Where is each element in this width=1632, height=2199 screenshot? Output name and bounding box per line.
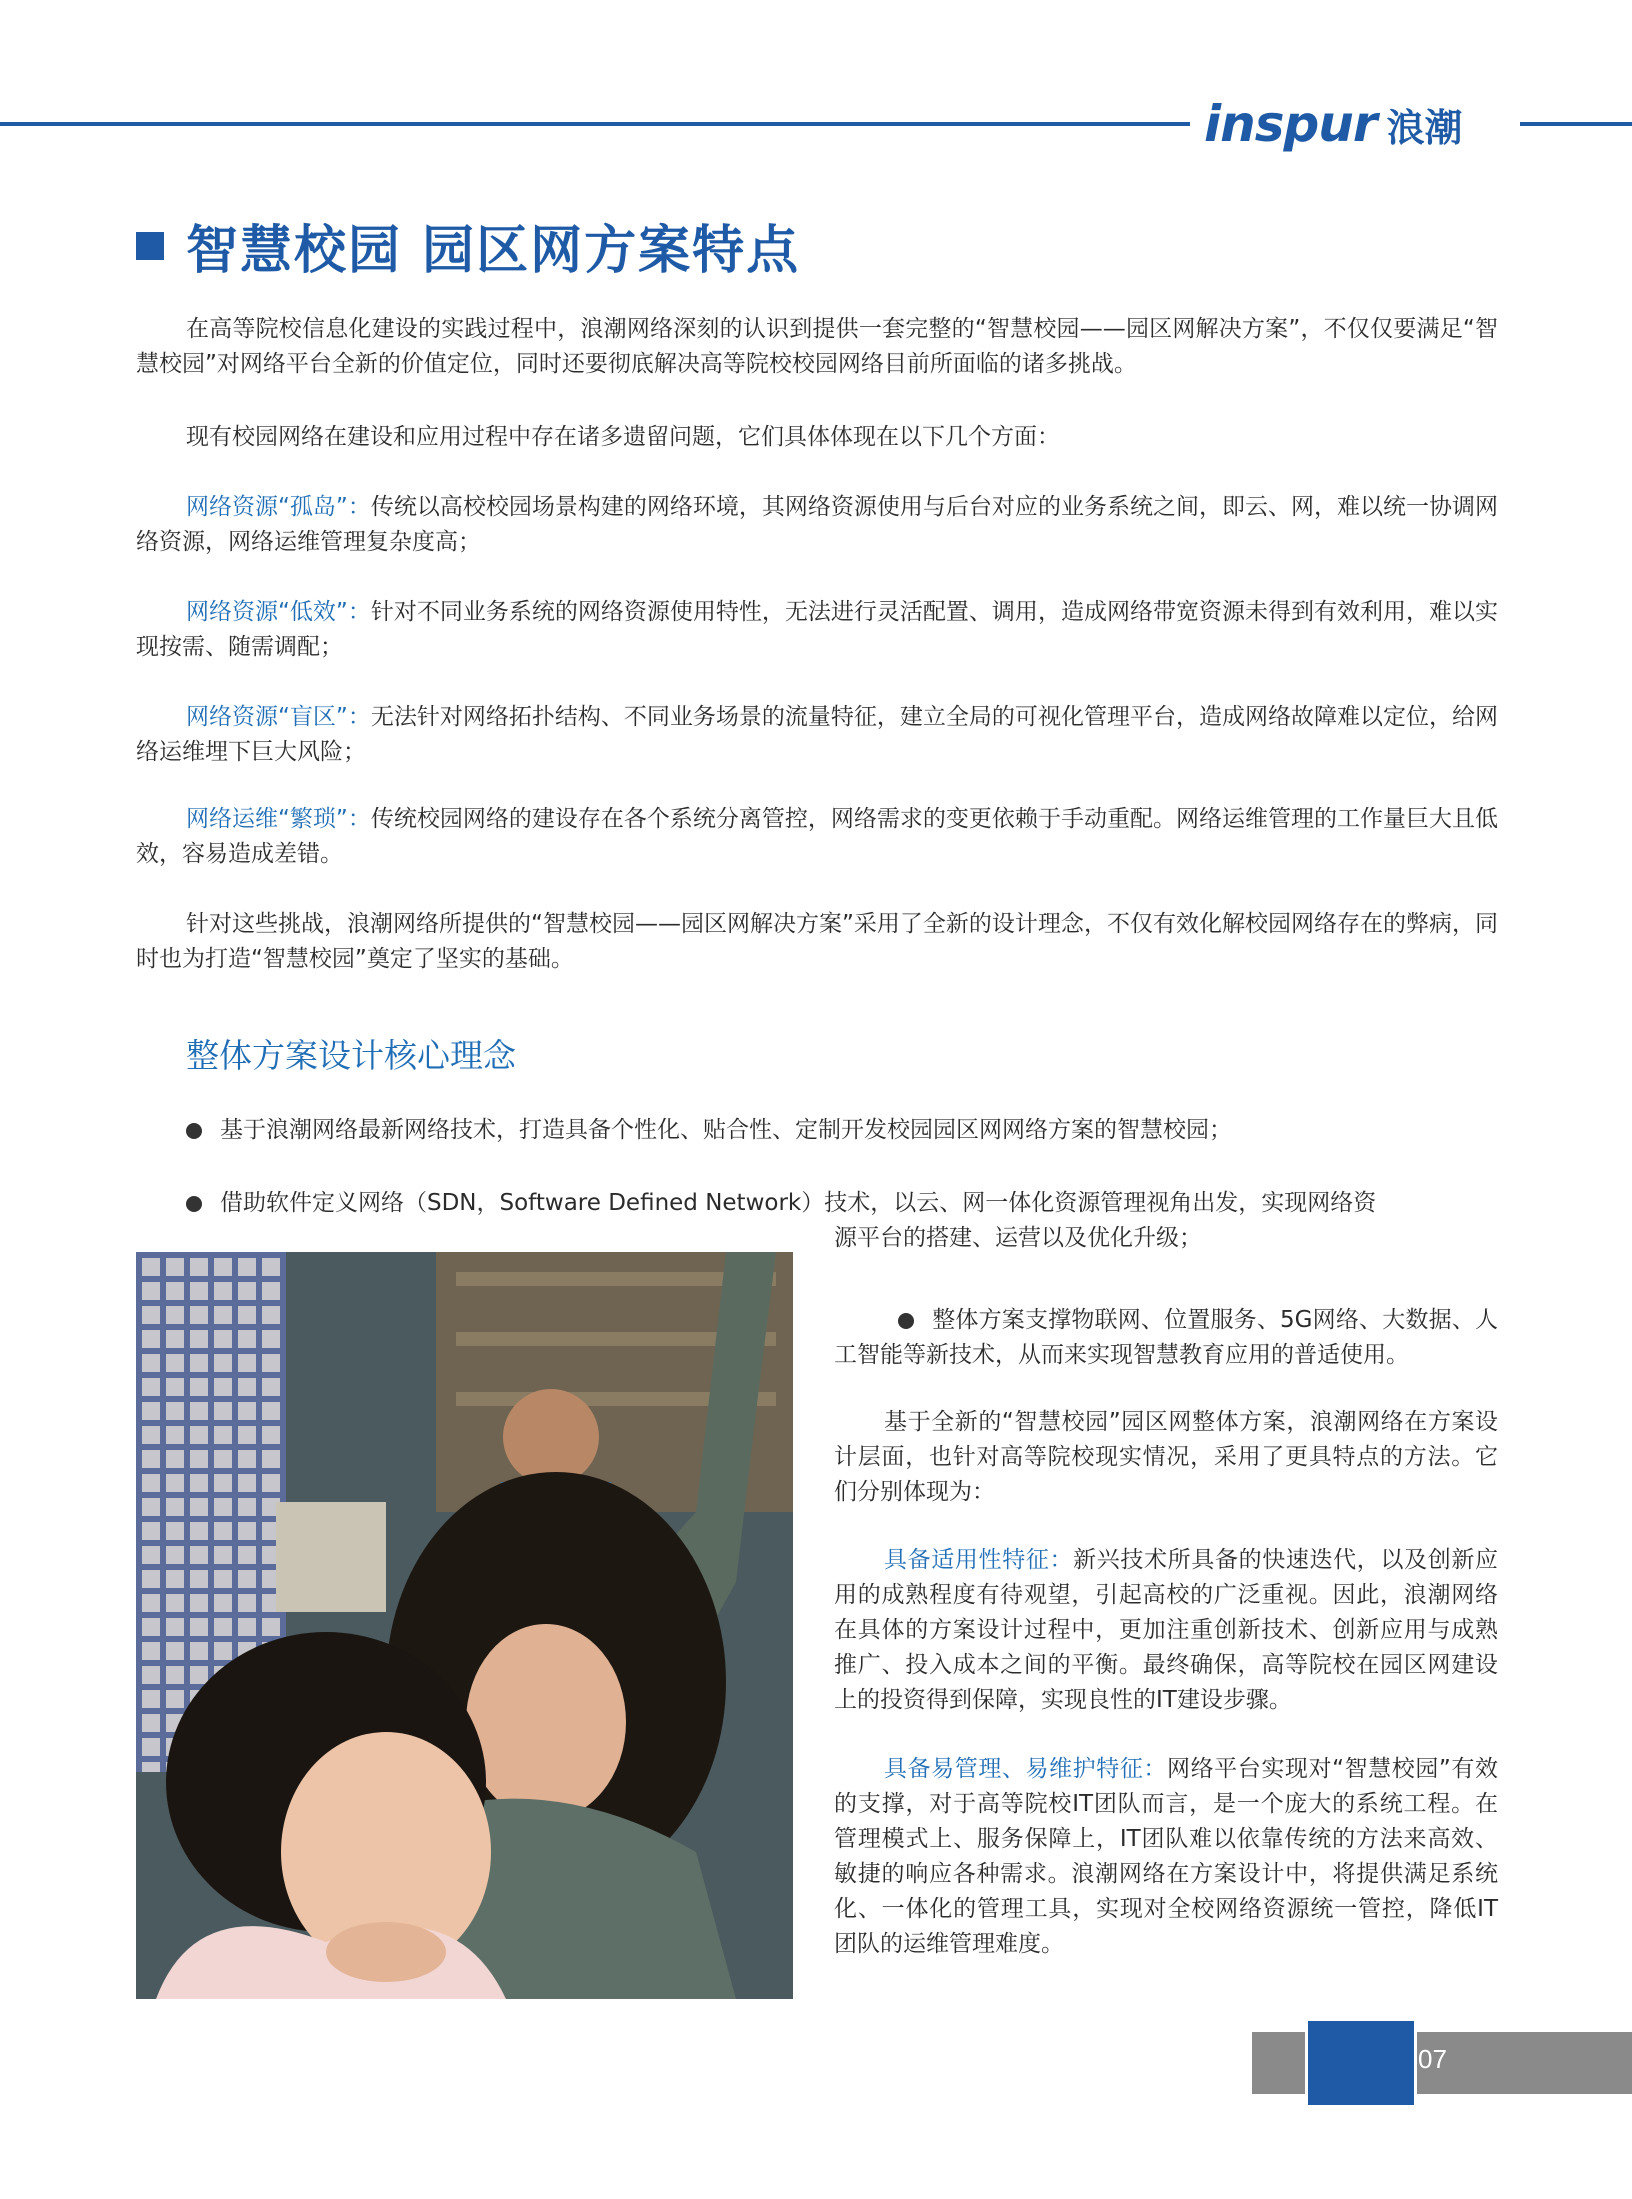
inspur-logo	[1204, 92, 1463, 156]
issue-inefficient-text: 针对不同业务系统的网络资源使用特性，无法进行灵活配置、调用，造成网络带宽资源未得到有效利用，难以实现按需、随需调配；	[136, 599, 1498, 660]
method-intro: 基于全新的“智慧校园”园区网整体方案，浪潮网络在方案设计层面，也针对高等院校现实情况，采用了更具特点的方法。它们分别体现为：	[834, 1409, 1498, 1505]
bullet-icon	[186, 1196, 202, 1212]
issues-intro: 现有校园网络在建设和应用过程中存在诸多遗留问题，它们具体体现在以下几个方面：	[186, 424, 1060, 450]
bullet-item-3	[834, 1303, 1498, 1373]
feature-manageability-text: 网络平台实现对“智慧校园”有效的支撑，对于高等院校IT团队而言，是一个庞大的系统工程。在管理模式上、服务保障上，IT团队难以依靠传统的方法来高效、敏捷的响应各种需求。浪潮网络在方案设计中，将提供满足系统化、一体化的管理工具，实现对全校网络资源统一管控，降低IT团队的运维管理难度。	[834, 1756, 1498, 1957]
bullet-text-1: 基于浪潮网络最新网络技术，打造具备个性化、贴合性、定制开发校园园区网网络方案的智慧校园；	[220, 1117, 1232, 1143]
intro-paragraph: 在高等院校信息化建设的实践过程中，浪潮网络深刻的认识到提供一套完整的“智慧校园——园区网解决方案”，不仅仅要满足“智慧校园”对网络平台全新的价值定位，同时还要彻底解决高等院校校园网络目前所面临的诸多挑战。	[136, 316, 1498, 377]
issue-inefficient-label: 网络资源“低效”：	[186, 599, 371, 625]
header-rule-left	[0, 122, 1190, 126]
bullet-item-2	[186, 1186, 1498, 1221]
solution-paragraph: 针对这些挑战，浪潮网络所提供的“智慧校园——园区网解决方案”采用了全新的设计理念，不仅有效化解校园网络存在的弊病，同时也为打造“智慧校园”奠定了坚实的基础。	[136, 911, 1498, 972]
students-photo	[136, 1252, 793, 1999]
issue-blindspot-text: 无法针对网络拓扑结构、不同业务场景的流量特征，建立全局的可视化管理平台，造成网络故障难以定位，给网络运维埋下巨大风险；	[136, 704, 1498, 765]
page-number: 07	[1418, 2044, 1447, 2074]
issue-island-text: 传统以高校校园场景构建的网络环境，其网络资源使用与后台对应的业务系统之间，即云、网，难以统一协调网络资源，网络运维管理复杂度高；	[136, 494, 1498, 555]
issue-cumbersome	[136, 802, 1498, 872]
bullet-text-3: 整体方案支撑物联网、位置服务、5G网络、大数据、人工智能等新技术，从而来实现智慧教育应用的普适使用。	[834, 1307, 1498, 1368]
issue-inefficient	[136, 595, 1498, 665]
bullet-icon	[898, 1313, 914, 1329]
issue-blindspot-label: 网络资源“盲区”：	[186, 704, 371, 730]
title-square-icon	[136, 232, 164, 260]
page-title-block	[136, 208, 800, 283]
bullet-item-1	[186, 1113, 1498, 1148]
page-title: 智慧校园 园区网方案特点	[186, 221, 801, 281]
page-footer-box	[1305, 2018, 1417, 2108]
issue-blindspot	[136, 700, 1498, 770]
logo-chinese: 浪潮	[1386, 105, 1463, 150]
section-subheading: 整体方案设计核心理念	[186, 1036, 516, 1075]
logo-english: inspur	[1204, 95, 1377, 153]
feature-manageability	[834, 1752, 1498, 1962]
feature-applicability-label: 具备适用性特征：	[884, 1547, 1074, 1573]
bullet-icon	[186, 1123, 202, 1139]
feature-manageability-label: 具备易管理、易维护特征：	[884, 1756, 1167, 1782]
feature-applicability	[834, 1543, 1498, 1718]
bullet-text-2-cont: 源平台的搭建、运营以及优化升级；	[834, 1225, 1202, 1251]
issue-cumbersome-text: 传统校园网络的建设存在各个系统分离管控，网络需求的变更依赖于手动重配。网络运维管理的工作量巨大且低效，容易造成差错。	[136, 806, 1498, 867]
students-illustration	[136, 1252, 793, 1999]
header-rule-right	[1520, 122, 1632, 126]
issue-island	[136, 490, 1498, 560]
bullet-text-2: 借助软件定义网络（SDN，Software Defined Network）技术，以云、网一体化资源管理视角出发，实现网络资	[220, 1190, 1377, 1216]
feature-applicability-text: 新兴技术所具备的快速迭代，以及创新应用的成熟程度有待观望，引起高校的广泛重视。因此，浪潮网络在具体的方案设计过程中，更加注重创新技术、创新应用与成熟推广、投入成本之间的平衡。最终确保，高等院校在园区网建设上的投资得到保障，实现良性的IT建设步骤。	[834, 1547, 1499, 1713]
issue-island-label: 网络资源“孤岛”：	[186, 494, 371, 520]
issue-cumbersome-label: 网络运维“繁琐”：	[186, 806, 371, 832]
